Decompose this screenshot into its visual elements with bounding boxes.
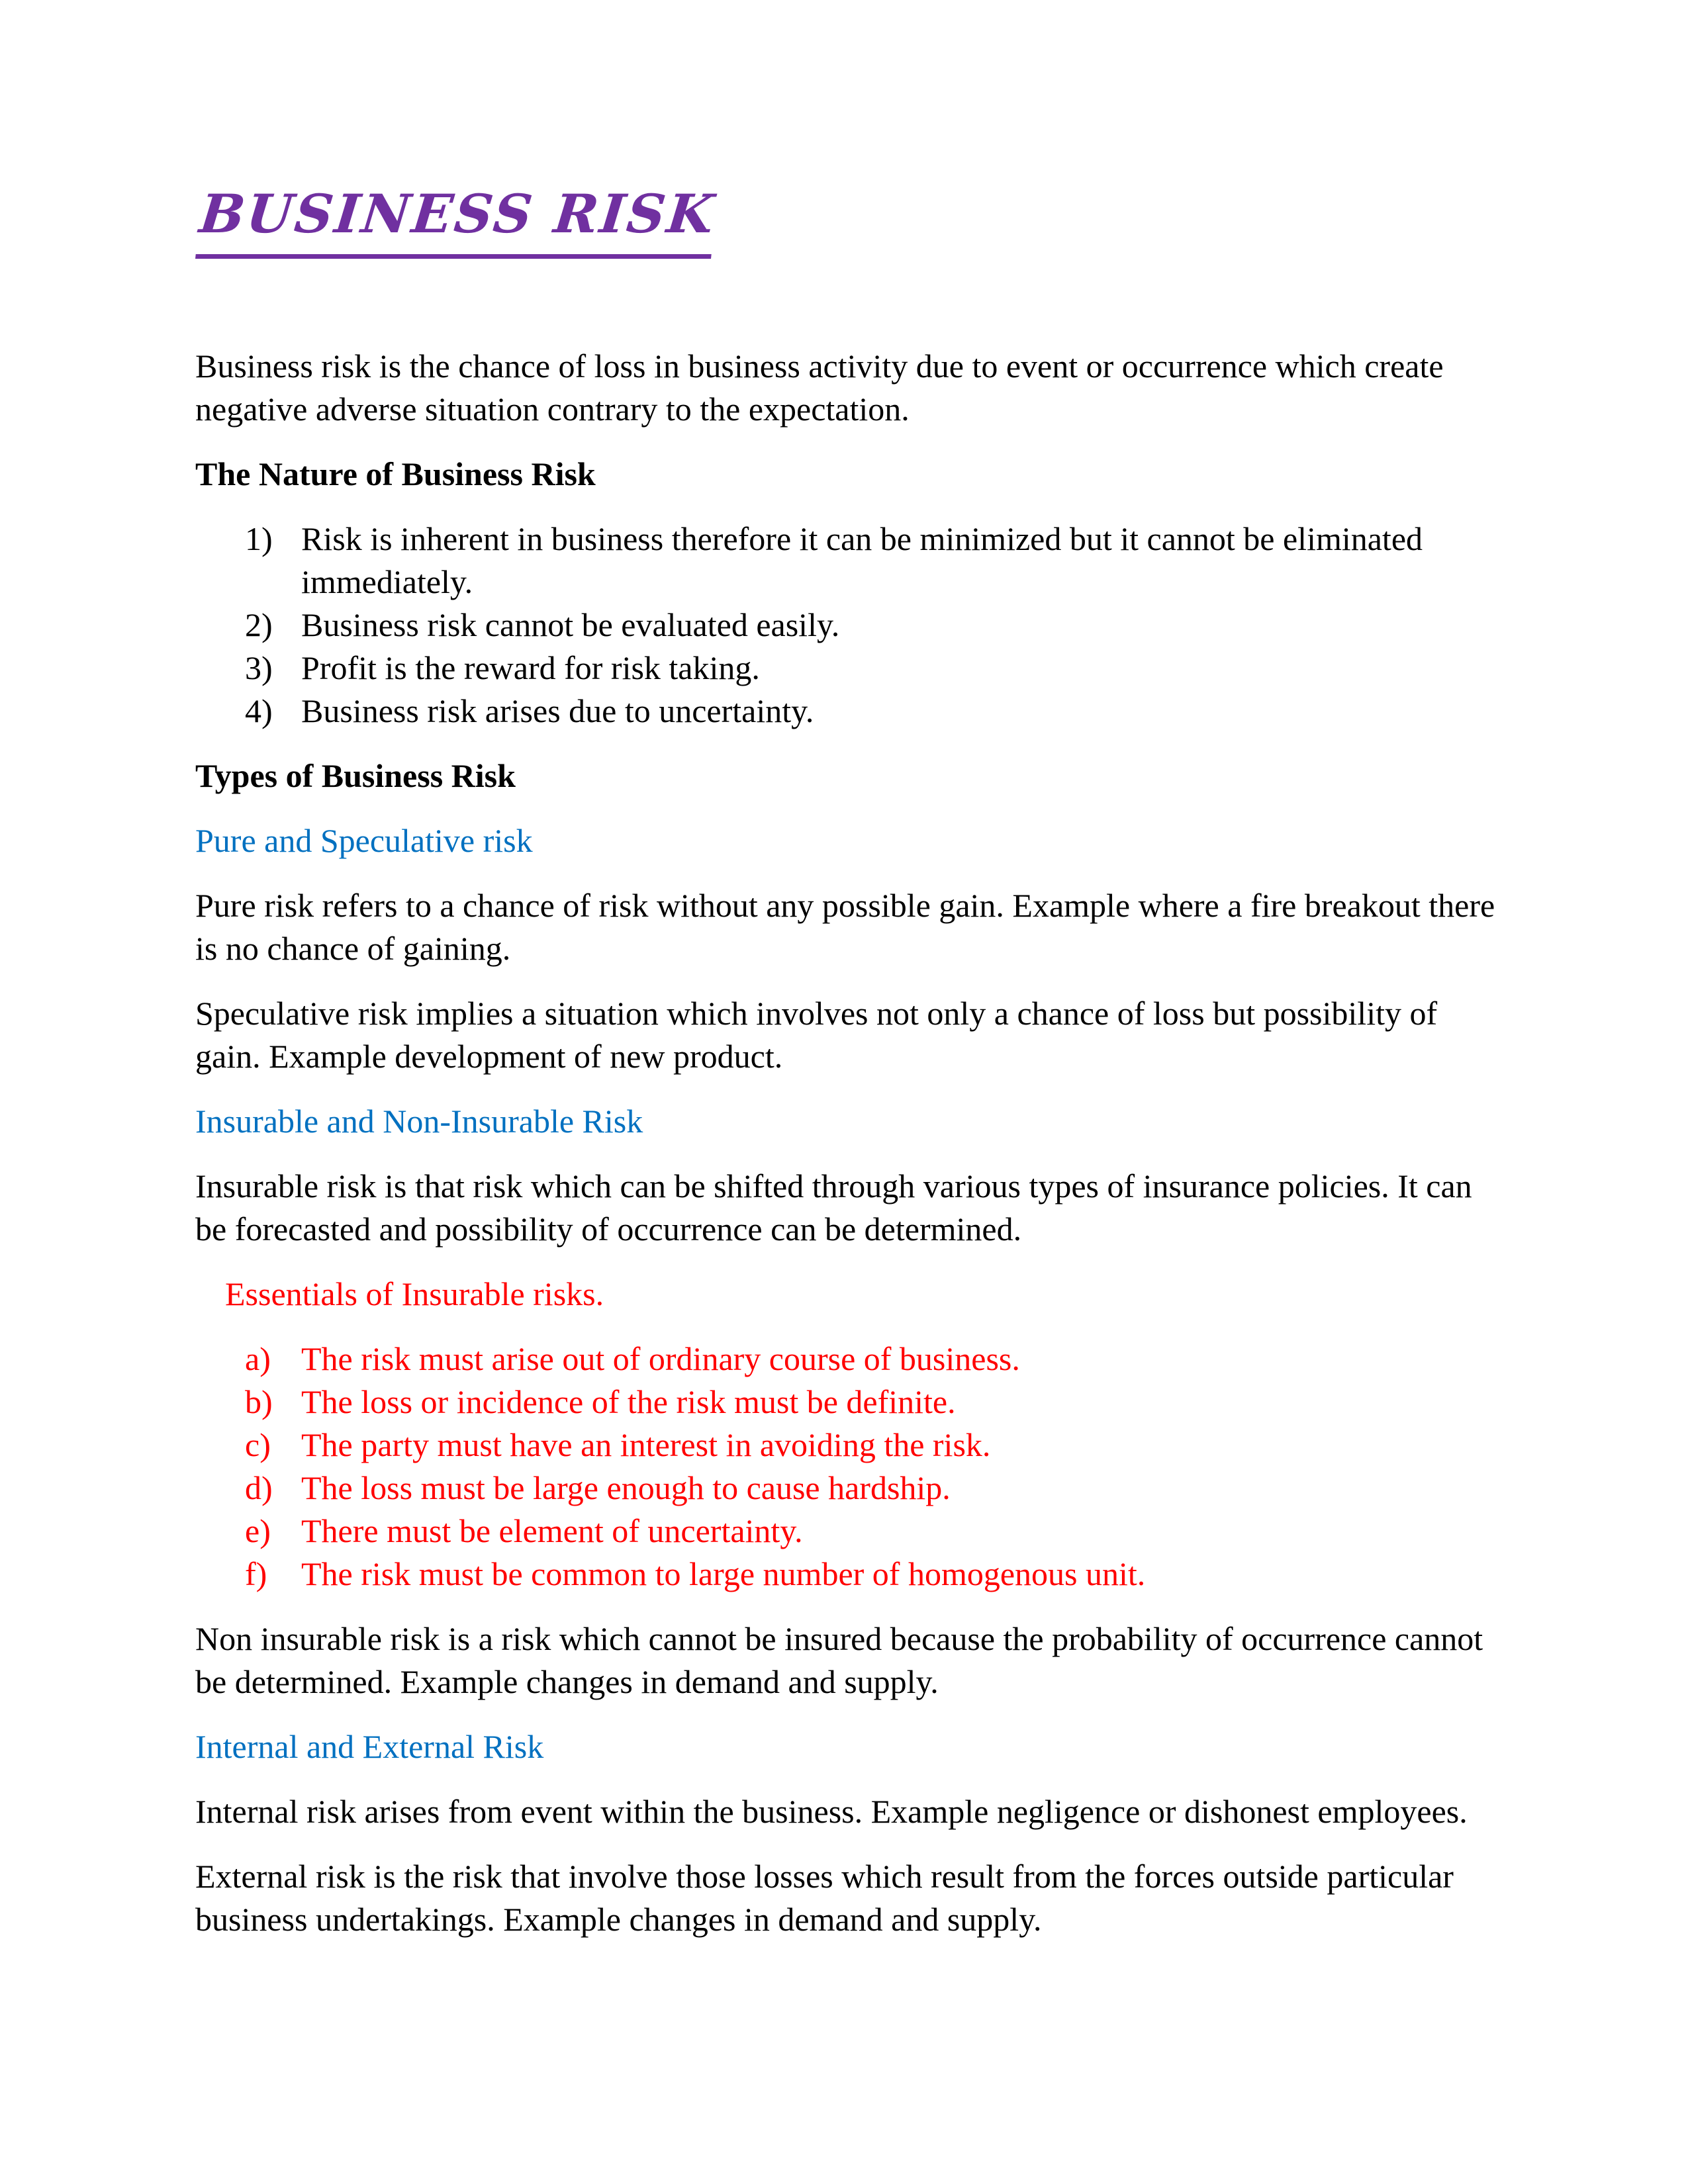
list-marker: 1) [245,520,273,557]
heading-types-of-business-risk: Types of Business Risk [195,757,516,794]
list-marker: d) [245,1469,273,1506]
list-marker: b) [245,1383,273,1420]
list-item-text: The risk must be common to large number of homogenous unit. [301,1555,1146,1592]
list-item-text: Profit is the reward for risk taking. [301,649,760,686]
list-marker: f) [245,1555,267,1592]
external-risk-paragraph: External risk is the risk that involve those losses which result from the forces outside particular business undertakings. Example changes in demand and supply. [195,1858,1454,1938]
subheading-essentials-of-insurable-risks: Essentials of Insurable risks. [225,1275,604,1312]
list-item-text: The loss must be large enough to cause hardship. [301,1469,951,1506]
list-item [245,1467,1496,1510]
intro-paragraph: Business risk is the chance of loss in business activity due to event or occurrence which create negative adverse situation contrary to the expectation. [195,347,1444,428]
list-item [245,647,1496,690]
internal-risk-paragraph: Internal risk arises from event within the business. Example negligence or dishonest employees. [195,1793,1468,1830]
list-marker: 3) [245,649,273,686]
subheading-internal-and-external-risk: Internal and External Risk [195,1728,544,1765]
list-item [245,690,1496,733]
document-title: BUSINESS RISK [195,177,719,259]
document-title-wrap [195,177,1496,259]
list-item-text: The risk must arise out of ordinary course of business. [301,1340,1020,1377]
list-item-text: The loss or incidence of the risk must be definite. [301,1383,956,1420]
subheading-pure-and-speculative-risk: Pure and Speculative risk [195,822,533,859]
list-item-text: Risk is inherent in business therefore it can be minimized but it cannot be eliminated immediately. [301,520,1423,600]
list-item-text: The party must have an interest in avoiding the risk. [301,1426,991,1463]
list-item [245,1510,1496,1553]
list-item-text: There must be element of uncertainty. [301,1512,803,1549]
speculative-risk-paragraph: Speculative risk implies a situation which involves not only a chance of loss but possibility of gain. Example development of new product. [195,995,1438,1075]
nature-list [195,518,1496,733]
list-item [245,1338,1496,1381]
insurable-risk-paragraph: Insurable risk is that risk which can be shifted through various types of insurance policies. It can be forecasted and possibility of occurrence can be determined. [195,1167,1472,1248]
non-insurable-risk-paragraph: Non insurable risk is a risk which cannot be insured because the probability of occurrence cannot be determined. Example changes in demand and supply. [195,1620,1483,1700]
list-item-text: Business risk cannot be evaluated easily. [301,606,840,643]
list-marker: a) [245,1340,271,1377]
list-marker: 2) [245,606,273,643]
pure-risk-paragraph: Pure risk refers to a chance of risk without any possible gain. Example where a fire breakout there is no chance of gaining. [195,887,1495,967]
list-item [245,1381,1496,1424]
list-marker: c) [245,1426,271,1463]
heading-nature-of-business-risk: The Nature of Business Risk [195,455,596,492]
list-item [245,604,1496,647]
list-marker: e) [245,1512,271,1549]
essentials-list [195,1338,1496,1596]
list-item [245,1553,1496,1596]
subheading-insurable-and-non-insurable-risk: Insurable and Non-Insurable Risk [195,1103,643,1140]
list-item [245,1424,1496,1467]
list-item-text: Business risk arises due to uncertainty. [301,692,814,729]
list-marker: 4) [245,692,273,729]
list-item [245,518,1496,604]
